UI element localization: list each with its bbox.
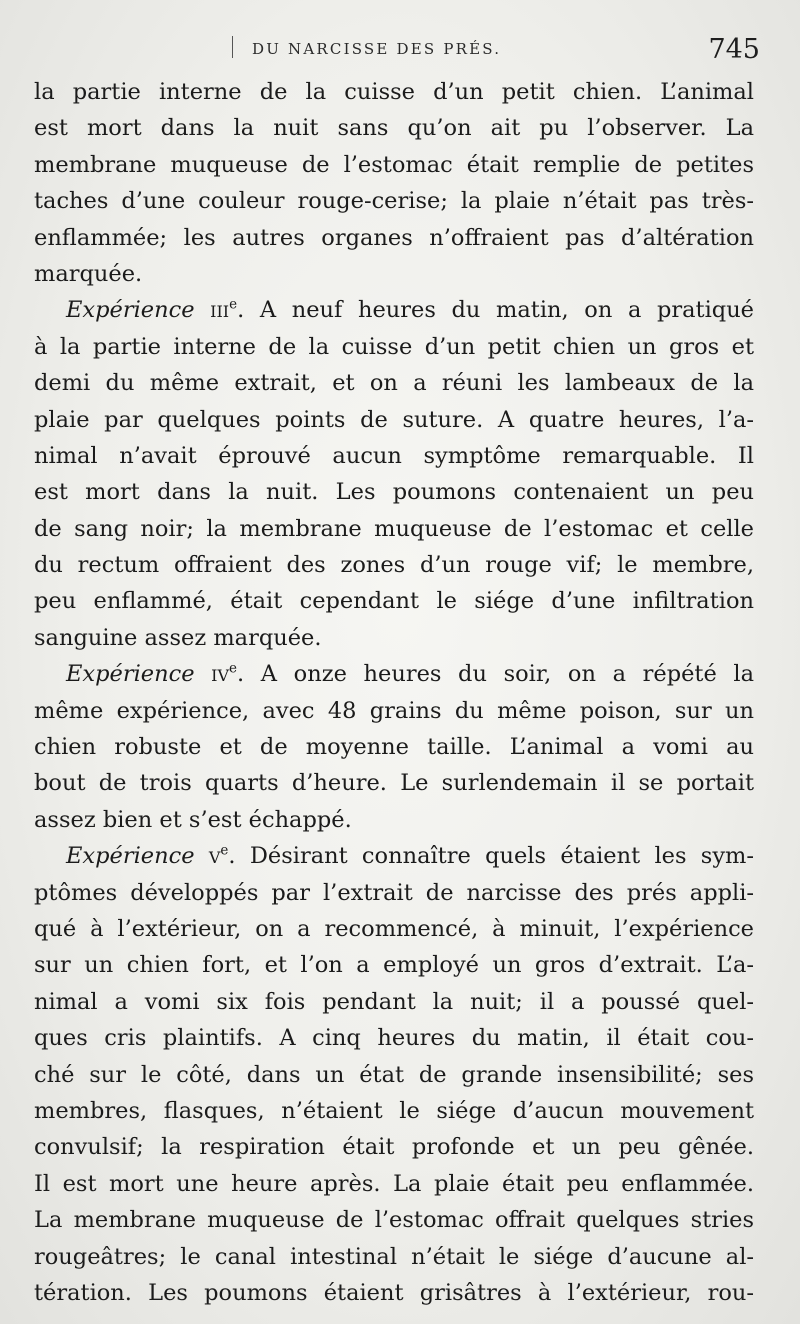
line-text: rougeâtres; le canal intestinal n’était le siége d’aucune al- [34,1243,754,1270]
paragraph-start-line [34,292,754,328]
line-text: taches d’une couleur rouge-cerise; la plaie n’était pas très- [34,188,754,215]
line-text: la partie interne de la cuisse d’un petit chien. L’animal [34,79,754,105]
experiment-label: Expérience [66,661,195,688]
text-line [34,474,754,510]
line-text: est mort dans la nuit sans qu’on ait pu l’observer. La [34,115,754,142]
text-line [34,875,754,911]
experiment-numeral: iv [211,661,230,688]
line-text: convulsif; la respiration était profonde et un peu gênée. [34,1134,754,1161]
line-text: marquée. [34,260,143,287]
paragraph-start-line [34,838,754,874]
text-line [34,1093,754,1129]
experiment-numeral: iii [210,297,230,324]
text-line [34,1239,754,1275]
line-text: nimal a vomi six fois pendant la nuit; il a poussé quel- [34,988,754,1015]
line-text: ques cris plaintifs. A cinq heures du matin, il était cou- [34,1025,754,1052]
text-line [34,329,754,365]
line-text: nimal n’avait éprouvé aucun symptôme remarquable. Il [34,442,754,469]
line-text: sur un chien fort, et l’on a employé un gros d’extrait. L’a- [34,952,754,979]
line-text: de sang noir; la membrane muqueuse de l’estomac et celle [34,515,754,542]
ordinal-superscript: e [229,660,238,677]
text-line [34,947,754,983]
page-number: 745 [708,34,760,65]
text-line [34,693,754,729]
line-text: La membrane muqueuse de l’estomac offrait quelques stries [34,1207,754,1234]
text-line [34,765,754,801]
line-text: sanguine assez marquée. [34,624,322,651]
line-text: plaie par quelques points de suture. A quatre heures, l’a- [34,406,754,433]
line-text: demi du même extrait, et on a réuni les lambeaux de la [34,370,754,397]
paragraph-start-line [34,656,754,692]
text-line [34,620,754,656]
running-title: DU NARCISSE DES PRÉS. [252,40,502,58]
text-line [34,511,754,547]
text-line [34,110,754,146]
header-rule [232,36,233,58]
line-text: est mort dans la nuit. Les poumons contenaient un peu [34,479,754,506]
text-line [34,1020,754,1056]
line-text: ché sur le côté, dans un état de grande insensibilité; ses [34,1061,754,1088]
line-text: . A onze heures du soir, on a répété la [237,661,755,688]
line-text: à la partie interne de la cuisse d’un petit chien un gros et [34,333,754,360]
experiment-label: Expérience [66,843,195,870]
line-text: chien robuste et de moyenne taille. L’animal a vomi au [34,734,754,761]
text-line [34,438,754,474]
line-text: bout de trois quarts d’heure. Le surlendemain il se portait [34,770,754,797]
text-line [34,365,754,401]
text-line [34,183,754,219]
text-line [34,402,754,438]
line-text: assez bien et s’est échappé. [34,806,352,833]
ordinal-superscript: e [229,296,238,313]
text-line [34,1166,754,1202]
line-text: Il est mort une heure après. La plaie était peu enflammée. [34,1170,754,1197]
line-text: . A neuf heures du matin, on a pratiqué [237,297,754,324]
experiment-numeral: v [208,843,221,870]
text-line [34,802,754,838]
text-line [34,547,754,583]
text-line [34,1275,754,1311]
text-line [34,256,754,292]
text-line [34,984,754,1020]
text-line [34,1129,754,1165]
line-text: . Désirant connaître quels étaient les sym- [228,843,755,870]
line-text: tération. Les poumons étaient grisâtres à l’extérieur, rou- [34,1279,754,1306]
running-header [232,34,760,74]
text-line [34,911,754,947]
experiment-label: Expérience [66,297,195,324]
line-text: du rectum offraient des zones d’un rouge vif; le membre, [34,552,754,579]
text-line [34,583,754,619]
line-text: membres, flasques, n’étaient le siége d’aucun mouvement [34,1097,754,1124]
line-text: qué à l’extérieur, on a recommencé, à minuit, l’expérience [34,915,754,942]
line-text: peu enflammé, était cependant le siége d’une infiltration [34,588,754,615]
ordinal-superscript: e [220,842,229,859]
line-text: enflammée; les autres organes n’offraient pas d’altération [34,224,754,251]
body-text [34,74,754,1311]
text-line [34,74,754,110]
line-text: membrane muqueuse de l’estomac était remplie de petites [34,151,754,178]
text-line [34,220,754,256]
line-text: ptômes développés par l’extrait de narcisse des prés appli- [34,879,754,906]
text-line [34,1202,754,1238]
text-line [34,729,754,765]
text-line [34,147,754,183]
line-text: même expérience, avec 48 grains du même poison, sur un [34,697,754,724]
text-line [34,1057,754,1093]
